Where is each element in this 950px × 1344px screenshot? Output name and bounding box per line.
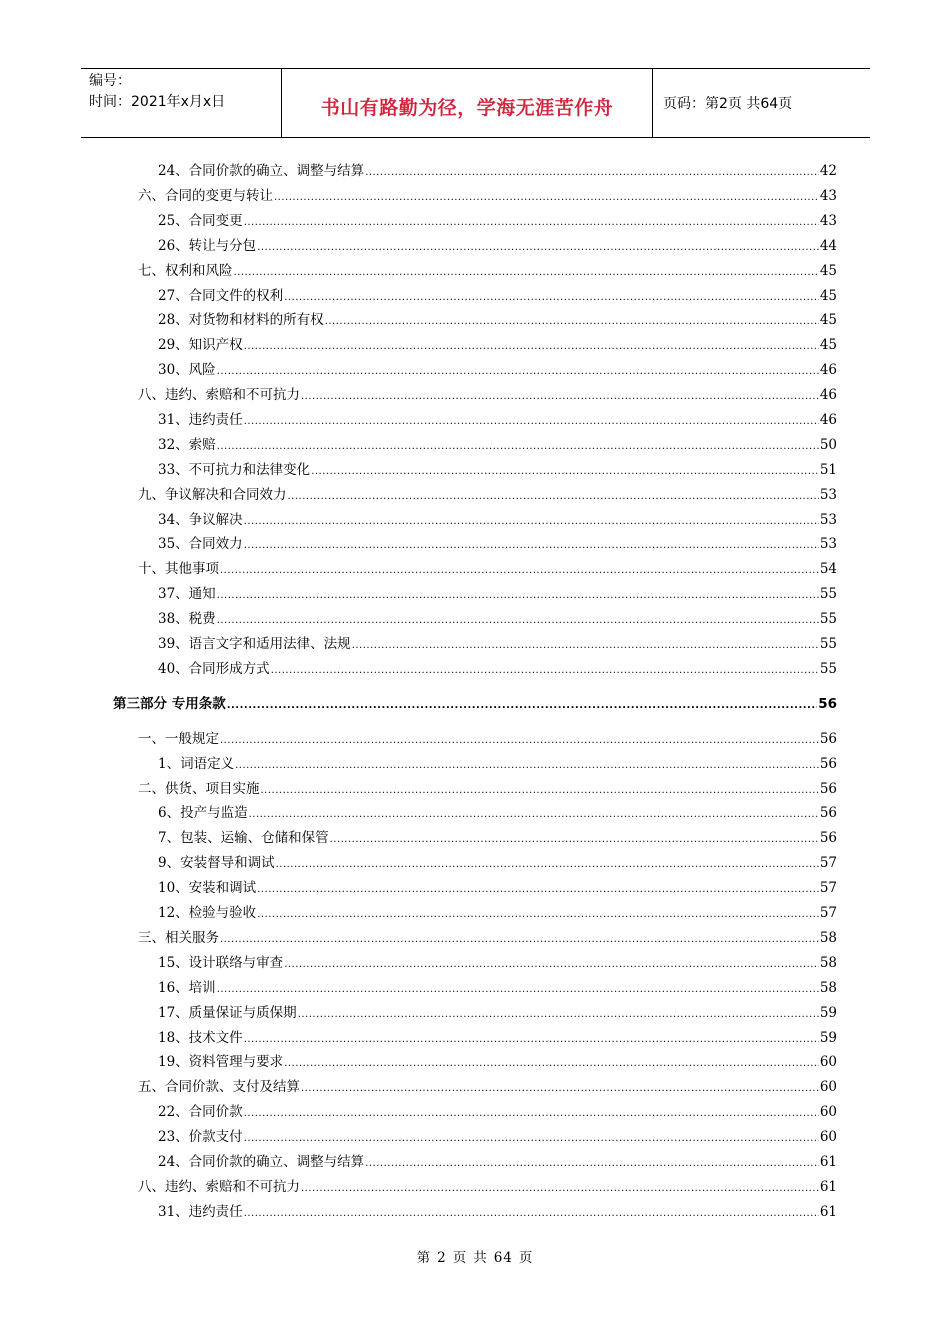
- footer-total-pages: 64: [493, 1250, 513, 1266]
- toc-entry-page: 59: [819, 1005, 837, 1021]
- toc-dot-leader: [311, 465, 819, 479]
- toc-dot-leader: [274, 191, 819, 205]
- toc-entry-page: 60: [819, 1104, 837, 1120]
- toc-entry-label: 22、合同价款: [158, 1104, 243, 1120]
- toc-dot-leader: [284, 291, 819, 305]
- toc-entry-page: 45: [819, 337, 837, 353]
- toc-dot-leader: [301, 390, 819, 404]
- toc-entry-page: 56: [819, 830, 837, 846]
- toc-entry-page: 54: [819, 561, 837, 577]
- toc-entry-label: 38、税费: [158, 611, 216, 627]
- toc-entry[interactable]: [158, 633, 837, 653]
- toc-entry[interactable]: [158, 977, 837, 997]
- toc-entry-label: 八、违约、索赔和不可抗力: [138, 387, 300, 403]
- toc-entry-page: 51: [819, 462, 837, 478]
- toc-entry[interactable]: [138, 484, 837, 504]
- toc-entry-label: 一、一般规定: [138, 731, 219, 747]
- toc-entry-label: 7、包装、运输、仓储和保管: [158, 830, 329, 846]
- toc-entry-page: 55: [819, 661, 837, 677]
- toc-entry-page: 61: [819, 1154, 837, 1170]
- toc-entry-page: 60: [819, 1054, 837, 1070]
- toc-entry-label: 31、违约责任: [158, 412, 243, 428]
- toc-entry-page: 45: [819, 263, 837, 279]
- toc-entry[interactable]: [158, 827, 837, 847]
- toc-dot-leader: [235, 759, 819, 773]
- toc-dot-leader: [261, 784, 819, 798]
- toc-entry-label: 37、通知: [158, 586, 216, 602]
- toc-dot-leader: [330, 833, 819, 847]
- toc-dot-leader: [365, 166, 819, 180]
- toc-entry-label: 23、价款支付: [158, 1129, 243, 1145]
- toc-entry[interactable]: [158, 1126, 837, 1146]
- toc-entry[interactable]: [158, 753, 837, 773]
- toc-dot-leader: [325, 315, 819, 329]
- toc-entry[interactable]: [158, 434, 837, 454]
- toc-entry-page: 61: [819, 1204, 837, 1220]
- toc-entry-page: 58: [819, 955, 837, 971]
- toc-dot-leader: [284, 1057, 819, 1071]
- toc-dot-leader: [257, 241, 819, 255]
- toc-entry[interactable]: [158, 1051, 837, 1071]
- toc-entry-label: 30、风险: [158, 362, 216, 378]
- toc-entry-page: 45: [819, 288, 837, 304]
- toc-entry-page: 57: [819, 880, 837, 896]
- toc-dot-leader: [301, 1082, 819, 1096]
- toc-entry-label: 九、争议解决和合同效力: [138, 487, 287, 503]
- toc-entry[interactable]: [158, 459, 837, 479]
- toc-entry[interactable]: [158, 608, 837, 628]
- toc-entry-label: 6、投产与监造: [158, 805, 248, 821]
- toc-entry-label: 12、检验与验收: [158, 905, 257, 921]
- toc-entry[interactable]: [158, 1101, 837, 1121]
- toc-dot-leader: [220, 933, 819, 947]
- toc-entry[interactable]: [113, 693, 837, 713]
- toc-dot-leader: [298, 1008, 819, 1022]
- toc-entry-label: 十、其他事项: [138, 561, 219, 577]
- toc-entry-page: 58: [819, 930, 837, 946]
- toc-entry-page: 55: [819, 636, 837, 652]
- toc-entry-label: 六、合同的变更与转让: [138, 188, 273, 204]
- toc-entry-label: 24、合同价款的确立、调整与结算: [158, 1154, 365, 1170]
- toc-entry[interactable]: [158, 160, 837, 180]
- toc-entry-label: 29、知识产权: [158, 337, 243, 353]
- footer-word-ye: 页: [452, 1250, 468, 1266]
- toc-entry-page: 43: [819, 188, 837, 204]
- toc-entry-page: 57: [819, 855, 837, 871]
- toc-entry-page: 56: [819, 731, 837, 747]
- toc-dot-leader: [217, 614, 819, 628]
- toc-entry[interactable]: [158, 852, 837, 872]
- footer-word-gong: 共: [473, 1250, 488, 1266]
- toc-dot-leader: [244, 539, 819, 553]
- toc-dot-leader: [217, 365, 819, 379]
- toc-entry-page: 45: [819, 312, 837, 328]
- toc-entry-page: 58: [819, 980, 837, 996]
- toc-entry-label: 19、资料管理与要求: [158, 1054, 284, 1070]
- toc-entry[interactable]: [158, 877, 837, 897]
- toc-entry-label: 15、设计联络与审查: [158, 955, 284, 971]
- footer-word-ye-2: 页: [518, 1250, 534, 1266]
- header-motto: 书山有路勤为径，学海无涯苦作舟: [281, 69, 653, 137]
- toc-entry-page: 46: [819, 387, 837, 403]
- toc-entry-page: 60: [819, 1079, 837, 1095]
- toc-entry[interactable]: [158, 210, 837, 230]
- page-header: [81, 68, 870, 138]
- toc-entry[interactable]: [158, 334, 837, 354]
- toc-entry[interactable]: [158, 359, 837, 379]
- toc-dot-leader: [365, 1157, 819, 1171]
- toc-dot-leader: [257, 883, 819, 897]
- toc-dot-leader: [217, 983, 819, 997]
- toc-entry-label: 17、质量保证与质保期: [158, 1005, 297, 1021]
- toc-entry-label: 七、权利和风险: [138, 263, 233, 279]
- toc-entry-page: 56: [819, 756, 837, 772]
- toc-entry-page: 53: [819, 536, 837, 552]
- toc-entry-label: 1、词语定义: [158, 756, 235, 772]
- toc-dot-leader: [244, 515, 819, 529]
- toc-entry-page: 53: [819, 512, 837, 528]
- toc-dot-leader: [276, 858, 819, 872]
- toc-dot-leader: [244, 1207, 819, 1221]
- toc-entry-label: 16、培训: [158, 980, 216, 996]
- toc-entry-page: 43: [819, 213, 837, 229]
- toc-entry-page: 53: [819, 487, 837, 503]
- toc-entry-page: 60: [819, 1129, 837, 1145]
- toc-entry-label: 35、合同效力: [158, 536, 243, 552]
- toc-dot-leader: [244, 340, 819, 354]
- toc-entry[interactable]: [158, 583, 837, 603]
- toc-entry-label: 40、合同形成方式: [158, 661, 270, 677]
- page-footer: [0, 1246, 950, 1266]
- toc-dot-leader: [244, 415, 819, 429]
- header-page-info: 页码：第2页 共64页: [663, 96, 793, 112]
- toc-entry[interactable]: [158, 533, 837, 553]
- toc-entry[interactable]: [138, 1176, 837, 1196]
- toc-dot-leader: [352, 639, 819, 653]
- toc-dot-leader: [217, 440, 819, 454]
- toc-dot-leader: [249, 808, 819, 822]
- toc-entry-label: 39、语言文字和适用法律、法规: [158, 636, 351, 652]
- toc-entry-label: 26、转让与分包: [158, 238, 257, 254]
- toc-entry[interactable]: [138, 185, 837, 205]
- toc-entry[interactable]: [138, 384, 837, 404]
- toc-entry[interactable]: [158, 802, 837, 822]
- toc-entry[interactable]: [138, 778, 837, 798]
- toc-dot-leader: [244, 1033, 819, 1047]
- toc-entry-label: 31、违约责任: [158, 1204, 243, 1220]
- toc-dot-leader: [284, 958, 819, 972]
- toc-entry[interactable]: [138, 927, 837, 947]
- toc-dot-leader: [217, 589, 819, 603]
- toc-entry-page: 46: [819, 362, 837, 378]
- toc-entry[interactable]: [138, 558, 837, 578]
- toc-entry-label: 9、安装督导和调试: [158, 855, 275, 871]
- toc-entry-page: 50: [819, 437, 837, 453]
- document-number-label: 编号：: [89, 73, 131, 89]
- toc-entry-page: 56: [819, 781, 837, 797]
- toc-entry-label: 五、合同价款、支付及结算: [138, 1079, 300, 1095]
- toc-dot-leader: [244, 216, 819, 230]
- toc-entry-label: 27、合同文件的权利: [158, 288, 284, 304]
- toc-entry-page: 55: [819, 611, 837, 627]
- toc-dot-leader: [271, 664, 819, 678]
- toc-entry-label: 三、相关服务: [138, 930, 219, 946]
- toc-entry[interactable]: [158, 902, 837, 922]
- toc-entry-label: 32、索赔: [158, 437, 216, 453]
- toc-entry[interactable]: [158, 1027, 837, 1047]
- header-left-cell: [81, 69, 281, 137]
- toc-entry-label: 28、对货物和材料的所有权: [158, 312, 324, 328]
- toc-dot-leader: [257, 908, 819, 922]
- toc-entry[interactable]: [158, 1201, 837, 1221]
- toc-entry[interactable]: [158, 1002, 837, 1022]
- toc-entry-page: 59: [819, 1030, 837, 1046]
- toc-dot-leader: [220, 564, 819, 578]
- toc-dot-leader: [244, 1107, 819, 1121]
- toc-entry[interactable]: [158, 409, 837, 429]
- toc-entry[interactable]: [158, 509, 837, 529]
- toc-entry-page: 55: [819, 586, 837, 602]
- toc-dot-leader: [288, 490, 819, 504]
- footer-page-number: 2: [437, 1250, 447, 1266]
- toc-entry-label: 八、违约、索赔和不可抗力: [138, 1179, 300, 1195]
- toc-entry-page: 44: [819, 238, 837, 254]
- toc-entry-label: 第三部分 专用条款: [113, 696, 226, 712]
- toc-entry-label: 二、供货、项目实施: [138, 781, 260, 797]
- toc-dot-leader: [244, 1132, 819, 1146]
- toc-entry-page: 46: [819, 412, 837, 428]
- toc-entry[interactable]: [138, 728, 837, 748]
- toc-entry[interactable]: [158, 1151, 837, 1171]
- toc-entry-label: 25、合同变更: [158, 213, 243, 229]
- toc-dot-leader: [227, 699, 818, 713]
- toc-dot-leader: [234, 266, 819, 280]
- toc-dot-leader: [301, 1182, 819, 1196]
- toc-entry-page: 61: [819, 1179, 837, 1195]
- toc-entry[interactable]: [138, 1076, 837, 1096]
- toc-entry-page: 57: [819, 905, 837, 921]
- toc-entry-page: 42: [819, 163, 837, 179]
- toc-entry[interactable]: [158, 952, 837, 972]
- toc-entry[interactable]: [158, 235, 837, 255]
- toc-entry[interactable]: [158, 285, 837, 305]
- toc-entry[interactable]: [158, 658, 837, 678]
- toc-entry-label: 18、技术文件: [158, 1030, 243, 1046]
- toc-entry-label: 24、合同价款的确立、调整与结算: [158, 163, 365, 179]
- toc-entry-label: 33、不可抗力和法律变化: [158, 462, 311, 478]
- document-date: 时间：2021年x月x日: [89, 94, 226, 110]
- toc-entry[interactable]: [158, 309, 837, 329]
- toc-entry-label: 10、安装和调试: [158, 880, 257, 896]
- toc-entry[interactable]: [138, 260, 837, 280]
- toc-entry-page: 56: [819, 805, 837, 821]
- toc-entry-page: 56: [818, 696, 837, 712]
- toc-dot-leader: [220, 734, 819, 748]
- toc-entry-label: 34、争议解决: [158, 512, 243, 528]
- footer-word-di: 第: [416, 1250, 432, 1266]
